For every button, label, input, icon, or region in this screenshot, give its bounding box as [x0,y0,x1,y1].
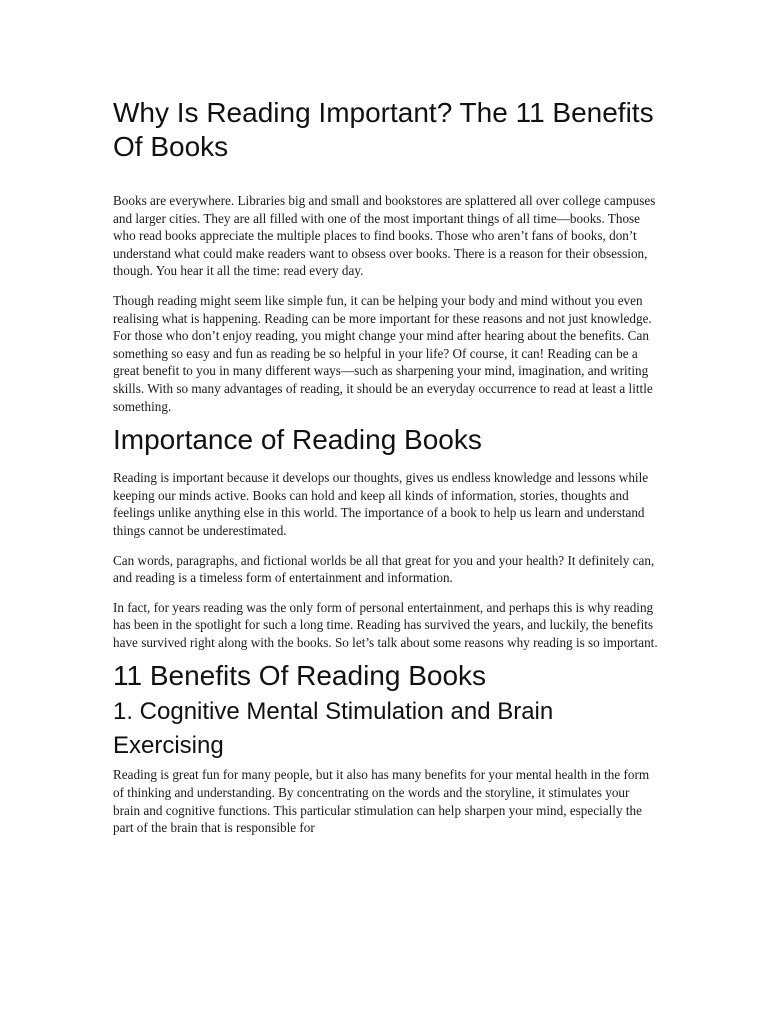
section-heading-benefits: 11 Benefits Of Reading Books [113,660,487,692]
article-body [113,96,658,837]
intro-paragraph: Though reading might seem like simple fun, it can be helping your body and mind without you even realising what is happening. Reading can be more important for these reasons and not just knowledge. For those who don’t enjoy reading, you might change your mind after hearing about the benefits. Can something so easy and fun as reading be so helpful in your life? Of course, it can! Reading can be a great benefit to you in many different ways—such as sharpening your mind, imagination, and writing skills. With so many advantages of reading, it should be an everyday occurrence to read at least a little something. [113,292,653,414]
article-title: Why Is Reading Important? The 11 Benefits Of Books [113,97,654,162]
benefit-heading: 1. Cognitive Mental Stimulation and Brain Exercising [113,698,554,760]
importance-paragraph: Reading is important because it develops our thoughts, gives us endless knowledge and lessons while keeping our minds active. Books can hold and keep all kinds of information, stories, thoughts and feelings unlike anything else in this world. The importance of a book to help us learn and understand things cannot be underestimated. [113,470,649,538]
intro-paragraph: Books are everywhere. Libraries big and small and bookstores are splattered all over college campuses and larger cities. They are all filled with one of the most important things of all time—books. Those who read books appreciate the multiple places to find books. Those who aren’t fans of books, don’t understand what could make readers want to obsess over books. There is a reason for their obsession, though. You hear it all the time: read every day. [113,193,656,279]
section-heading-importance: Importance of Reading Books [113,424,482,456]
importance-paragraph: Can words, paragraphs, and fictional worlds be all that great for you and your health? It definitely can, and reading is a timeless form of entertainment and information. [113,552,655,586]
benefit-paragraph: Reading is great fun for many people, but it also has many benefits for your mental health in the form of thinking and understanding. By concentrating on the words and the storyline, it stimulates your brain and cognitive functions. This particular stimulation can help sharpen your mind, especially the part of the brain that is responsible for [113,767,650,836]
importance-paragraph: In fact, for years reading was the only form of personal entertainment, and perhaps this is why reading has been in the spotlight for such a long time. Reading has survived the years, and luckily, the benefits have survived right along with the books. So let’s talk about some reasons why reading is so important. [113,599,658,650]
